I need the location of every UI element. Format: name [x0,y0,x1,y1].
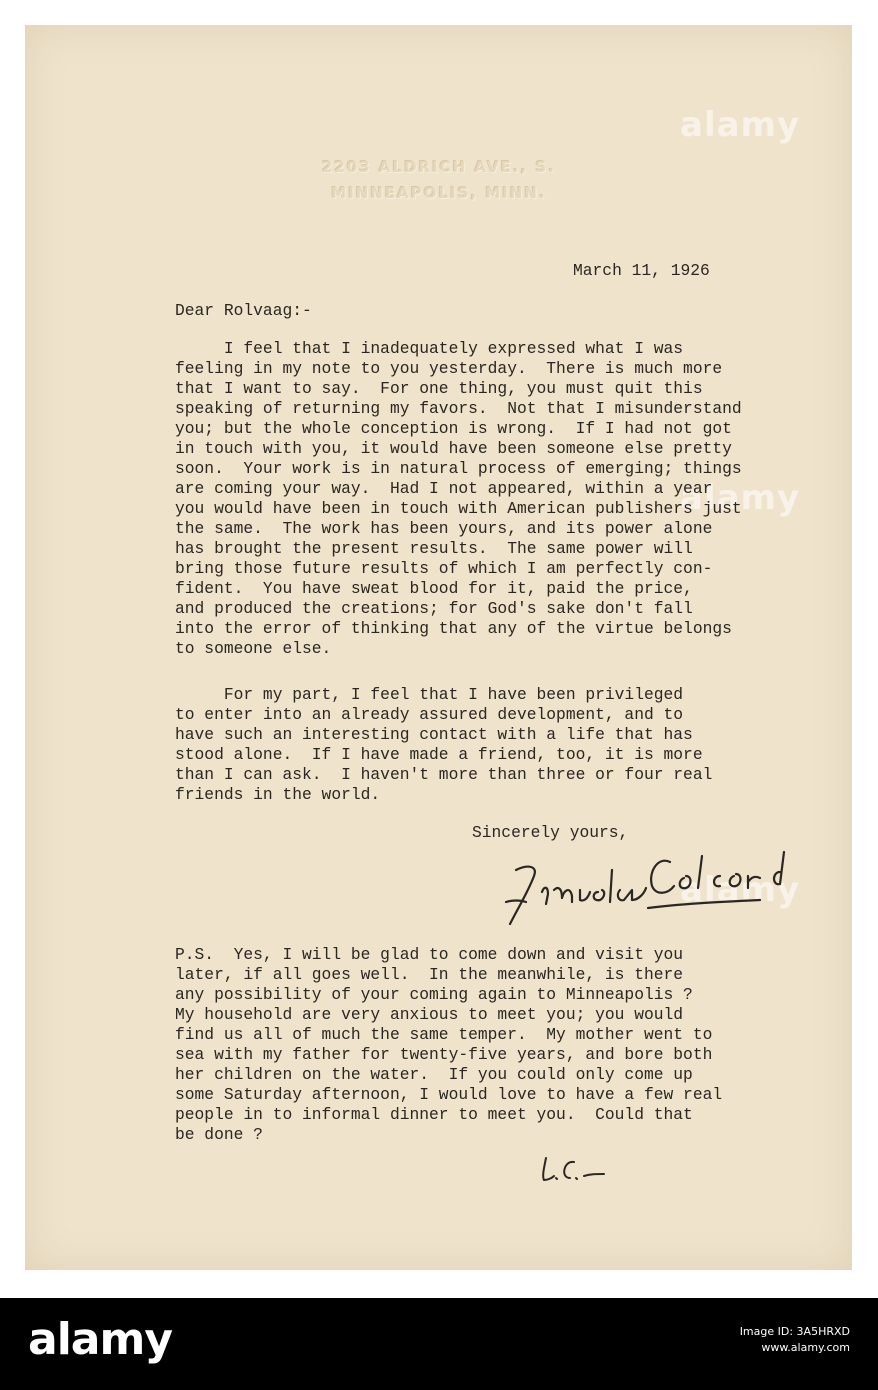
text-line: and produced the creations; for God's sake don't fall [175,599,693,618]
text-line: be done ? [175,1125,263,1144]
watermark: alamy [680,478,801,518]
signature-text: Lincoln Colcord [498,842,508,843]
text-line: friends in the world. [175,785,381,804]
letterhead-address-line1: 2203 ALDRICH AVE., S. [321,158,557,176]
signature [498,842,808,932]
text-line: feeling in my note to you yesterday. There is much more [175,359,723,378]
text-line: in touch with you, it would have been someone else pretty [175,439,732,458]
text-line: has brought the present results. The same power will [175,539,693,558]
text-line: you would have been in touch with American publishers just [175,499,742,518]
postscript [175,945,722,1145]
text-line: soon. Your work is in natural process of emerging; things [175,459,742,478]
closing: Sincerely yours, [472,823,629,842]
text-line: some Saturday afternoon, I would love to have a few real [175,1085,723,1104]
text-line: I feel that I inadequately expressed what I was [175,339,684,358]
footer-image-ref [740,1324,850,1356]
text-line: have such an interesting contact with a life that has [175,725,693,744]
text-line: For my part, I feel that I have been privileged [175,685,684,704]
watermark: alamy [680,870,801,910]
text-line: sea with my father for twenty-five years, and bore both [175,1045,713,1064]
text-line: you; but the whole conception is wrong. If I had not got [175,419,732,438]
text-line: than I can ask. I haven't more than three or four real [175,765,713,784]
text-line: later, if all goes well. In the meanwhile, is there [175,965,684,984]
text-line: fident. You have sweat blood for it, paid the price, [175,579,693,598]
image-id: Image ID: 3A5HRXD [739,1325,850,1338]
salutation: Dear Rolvaag:- [175,301,312,320]
text-line: her children on the water. If you could only come up [175,1065,693,1084]
text-line: to enter into an already assured development, and to [175,705,684,724]
text-line: people in to informal dinner to meet you. Could that [175,1105,693,1124]
text-line: stood alone. If I have made a friend, too, it is more [175,745,703,764]
text-line: are coming your way. Had I not appeared, within a year [175,479,713,498]
letter-date: March 11, 1926 [573,261,710,280]
initials-signature [538,1150,608,1190]
site-url: www.alamy.com [761,1341,850,1354]
text-line: the same. The work has been yours, and its power alone [175,519,713,538]
text-line: into the error of thinking that any of the virtue belongs [175,619,732,638]
watermark: alamy [680,105,801,145]
letterhead-address-line2: MINNEAPOLIS, MINN. [331,184,547,202]
text-line: My household are very anxious to meet you; you would [175,1005,684,1024]
text-line: P.S. Yes, I will be glad to come down and visit you [175,945,684,964]
text-line: to someone else. [175,639,332,658]
footer-bar [0,1298,878,1390]
text-line: find us all of much the same temper. My mother went to [175,1025,713,1044]
text-line: that I want to say. For one thing, you must quit this [175,379,703,398]
text-line: speaking of returning my favors. Not that I misunderstand [175,399,742,418]
text-line: bring those future results of which I am perfectly con- [175,559,713,578]
body-paragraph-1 [175,339,742,659]
footer-logo: alamy [28,1314,172,1365]
body-paragraph-2 [175,685,712,805]
initials-text: L.C. [538,1150,541,1151]
text-line: any possibility of your coming again to Minneapolis ? [175,985,693,1004]
